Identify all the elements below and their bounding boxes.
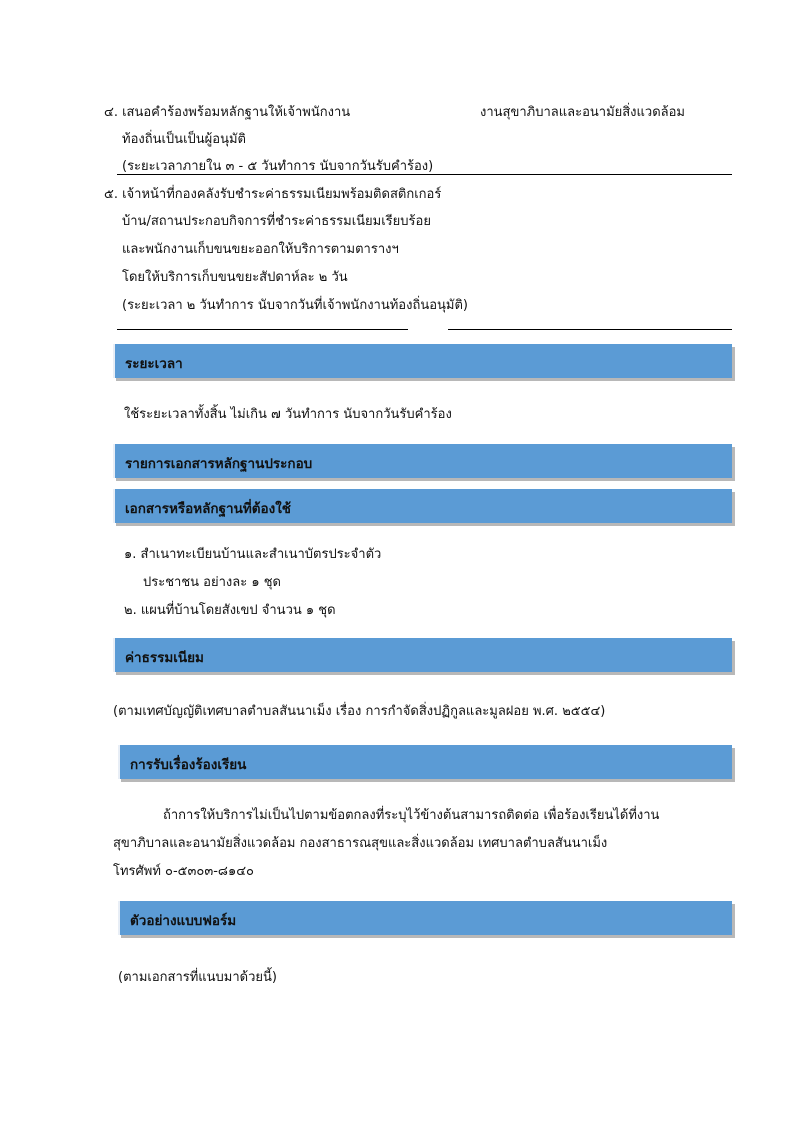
step4-line1: ๔. เสนอคำร้องพร้อมหลักฐานให้เจ้าพนักงาน (104, 105, 351, 120)
step5-line1: ๕. เจ้าหน้าที่กองคลังรับชำระค่าธรรมเนียมพร้อมติดสติกเกอร์ (104, 187, 442, 202)
complaint-phone: โทรศัพท์ ๐-๕๓๐๓-๘๑๔๐ (113, 864, 254, 879)
complaint-line2: สุขาภิบาลและอนามัยสิ่งแวดล้อม กองสาธารณสุขและสิ่งแวดล้อม เทศบาลตำบลสันนาเม็ง (113, 836, 608, 851)
section-title-fee: ค่าธรรมเนียม (125, 650, 204, 666)
section-header-evidence-list (113, 444, 732, 478)
step5-line5: (ระยะเวลา ๒ วันทำการ นับจากวันที่เจ้าพนักงานท้องถิ่นอนุมัติ) (122, 298, 468, 313)
form-example-text: (ตามเอกสารที่แนบมาด้วยนี้) (118, 970, 277, 985)
duration-text: ใช้ระยะเวลาทั้งสิ้น ไม่เกิน ๗ วันทำการ นับจากวันรับคำร้อง (124, 407, 452, 422)
section-header-complaint (118, 745, 732, 779)
complaint-line1: ถ้าการให้บริการไม่เป็นไปตามข้อตกลงที่ระบุไว้ข้างต้นสามารถติดต่อ เพื่อร้องเรียนได้ที่งาน (163, 808, 660, 823)
step4-line2: ท้องถิ่นเป็นเป็นผู้อนุมัติ (122, 132, 246, 147)
section-title-complaint: การรับเรื่องร้องเรียน (130, 757, 247, 773)
divider-left-1 (117, 174, 435, 175)
fee-text: (ตามเทศบัญญัติเทศบาลตำบลสันนาเม็ง เรื่อง การกำจัดสิ่งปฏิกูลและมูลฝอย พ.ศ. ๒๕๕๔) (113, 704, 606, 719)
section-title-duration: ระยะเวลา (125, 356, 183, 372)
doc-item-1-line1: ๑. สำเนาทะเบียนบ้านและสำเนาบัตรประจำตัว (124, 547, 382, 562)
section-title-required-docs: เอกสารหรือหลักฐานที่ต้องใช้ (125, 501, 291, 517)
section-header-duration (113, 344, 732, 378)
divider-right-1 (434, 174, 732, 175)
doc-item-1-line2: ประชาชน อย่างละ ๑ ชุด (143, 575, 281, 590)
divider-left-2 (117, 329, 408, 330)
section-header-form-example (118, 901, 732, 935)
doc-item-2: ๒. แผนที่บ้านโดยสังเขป จำนวน ๑ ชุด (124, 603, 336, 618)
section-title-form-example: ตัวอย่างแบบฟอร์ม (130, 913, 237, 929)
section-header-fee (113, 638, 732, 672)
step5-line2: บ้าน/สถานประกอบกิจการที่ชำระค่าธรรมเนียมเรียบร้อย (122, 214, 431, 229)
step5-line4: โดยให้บริการเก็บขนขยะสัปดาห์ละ ๒ วัน (122, 270, 348, 285)
step4-line3: (ระยะเวลาภายใน ๓ - ๕ วันทำการ นับจากวันรับคำร้อง) (122, 159, 434, 174)
section-header-required-docs (113, 489, 732, 523)
step5-line3: และพนักงานเก็บขนขยะออกให้บริการตามตารางฯ (122, 242, 399, 257)
divider-right-2 (448, 329, 732, 330)
section-title-evidence-list: รายการเอกสารหลักฐานประกอบ (125, 456, 313, 472)
step4-unit: งานสุขาภิบาลและอนามัยสิ่งแวดล้อม (480, 105, 685, 120)
